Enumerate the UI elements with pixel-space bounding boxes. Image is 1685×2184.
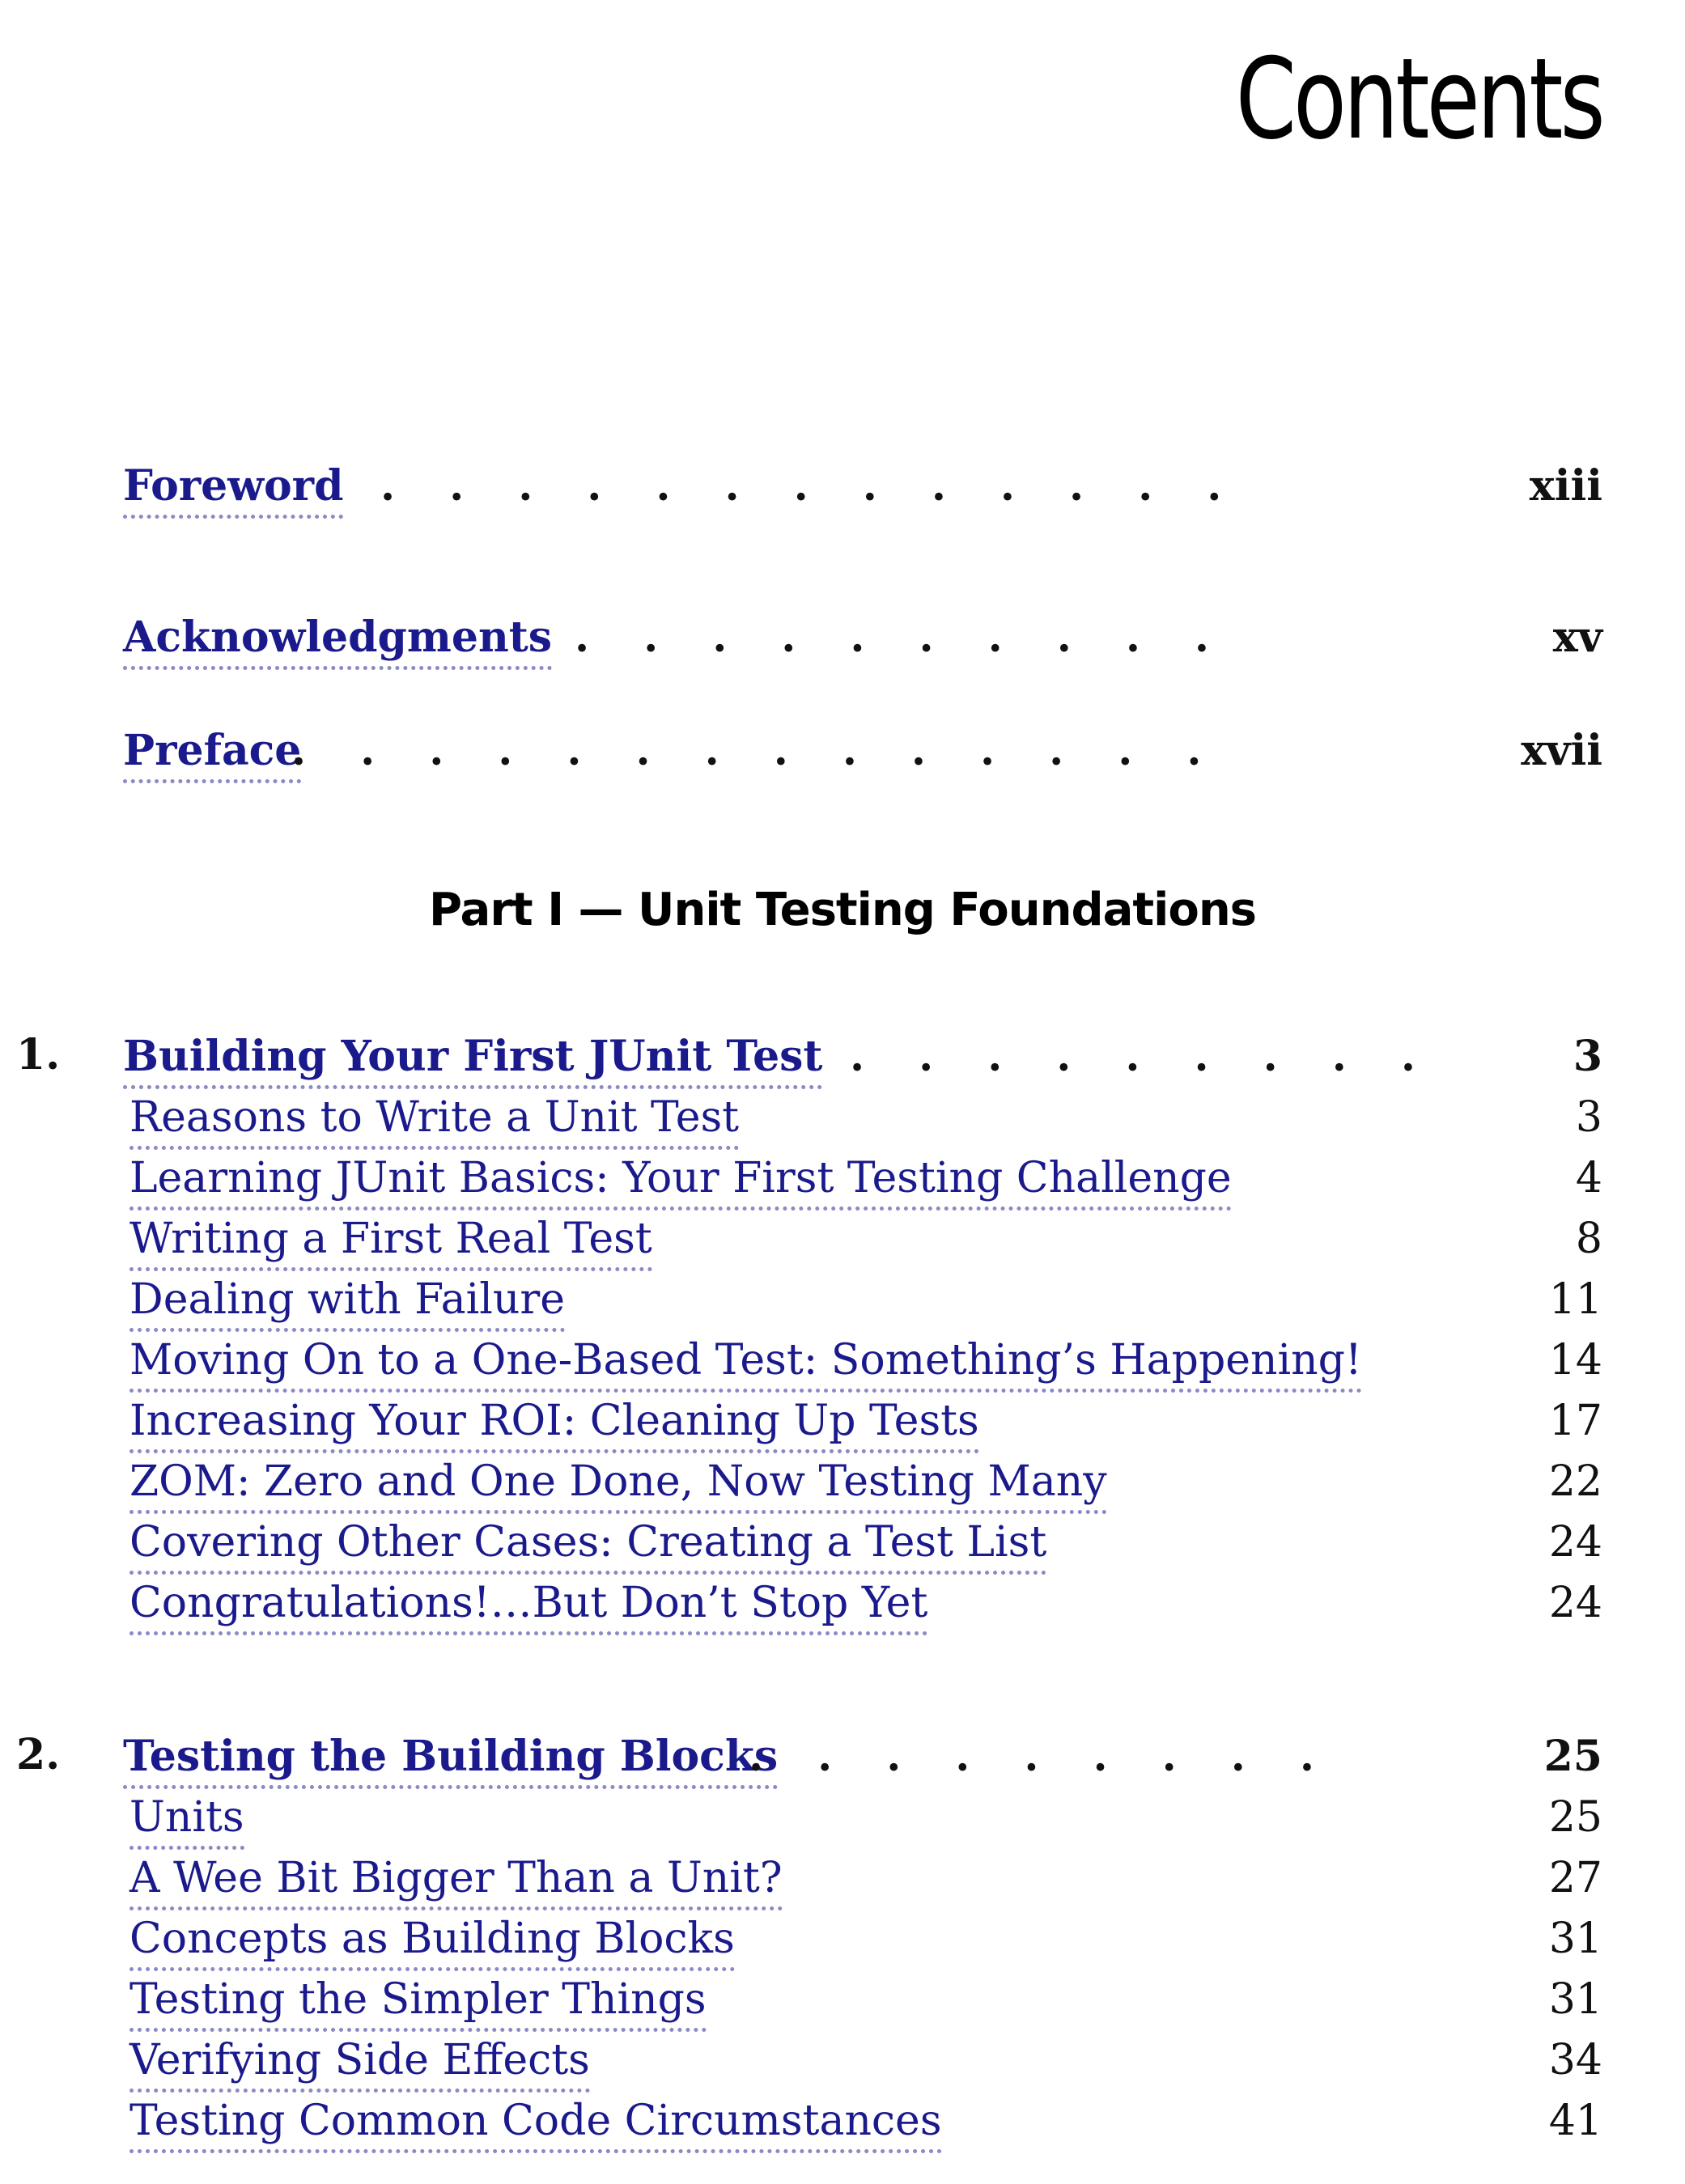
- toc-link-section[interactable]: Learning JUnit Basics: Your First Testing Challenge: [129, 1151, 1232, 1211]
- toc-link-section[interactable]: Covering Other Cases: Creating a Test List: [129, 1516, 1046, 1575]
- toc-link-section[interactable]: A Wee Bit Bigger Than a Unit?: [129, 1851, 783, 1910]
- toc-page-number: 8: [1575, 1215, 1602, 1263]
- toc-link-section[interactable]: Reasons to Write a Unit Test: [129, 1091, 739, 1150]
- dot-leader: .........: [749, 1732, 1369, 1781]
- toc-page-number: 27: [1548, 1854, 1602, 1902]
- page-title: Contents: [1236, 34, 1602, 164]
- toc-link-section[interactable]: Dealing with Failure: [129, 1273, 565, 1332]
- toc-page-number: 25: [1543, 1732, 1602, 1781]
- dot-leader: .........: [850, 1032, 1470, 1081]
- toc-section: [0, 1912, 1685, 1970]
- toc-page-number: 17: [1548, 1397, 1602, 1445]
- toc-section: [0, 1973, 1685, 2031]
- toc-section: [0, 1151, 1685, 1210]
- toc-page-number: 24: [1548, 1579, 1602, 1627]
- chapter-number: 2.: [16, 1730, 61, 1779]
- toc-page-number: xv: [1552, 613, 1602, 662]
- toc-link-section[interactable]: Testing the Simpler Things: [129, 1973, 707, 2032]
- toc-section: [0, 2094, 1685, 2152]
- toc-link-section[interactable]: Testing Common Code Circumstances: [129, 2094, 942, 2153]
- toc-link-section[interactable]: ZOM: Zero and One Done, Now Testing Many: [129, 1455, 1107, 1514]
- toc-section: [0, 1576, 1685, 1635]
- toc-section: [0, 1091, 1685, 1149]
- toc-section: [0, 1851, 1685, 1910]
- toc-link-foreword[interactable]: Foreword: [123, 460, 343, 519]
- toc-page-number: 11: [1548, 1275, 1602, 1324]
- toc-page-number: 3: [1575, 1093, 1602, 1142]
- toc-link-section[interactable]: Increasing Your ROI: Cleaning Up Tests: [129, 1394, 979, 1453]
- toc-entry-chapter-2: [0, 1730, 1685, 1788]
- toc-link-section[interactable]: Concepts as Building Blocks: [129, 1912, 735, 1971]
- toc-section: [0, 1791, 1685, 1849]
- toc-link-chapter-2[interactable]: Testing the Building Blocks: [123, 1730, 778, 1789]
- toc-link-section[interactable]: Moving On to a One-Based Test: Something’s Happening!: [129, 1334, 1362, 1393]
- toc-link-acknowledgments[interactable]: Acknowledgments: [123, 611, 552, 670]
- toc-link-section[interactable]: Congratulations!…But Don’t Stop Yet: [129, 1576, 927, 1635]
- toc-link-section[interactable]: Verifying Side Effects: [129, 2033, 590, 2093]
- toc-entry-foreword: [0, 460, 1685, 518]
- toc-page-number: 34: [1548, 2036, 1602, 2084]
- chapter-number: 1.: [16, 1030, 61, 1079]
- dot-leader: ..............: [291, 726, 1256, 775]
- toc-section: [0, 1212, 1685, 1270]
- toc-page-number: 41: [1548, 2097, 1602, 2145]
- dot-leader: ..........: [575, 613, 1264, 662]
- dot-leader: .............: [380, 461, 1276, 511]
- toc-section: [0, 1394, 1685, 1452]
- toc-page-number: xvii: [1521, 726, 1602, 775]
- toc-link-section[interactable]: Units: [129, 1791, 244, 1850]
- toc-page-number: 22: [1548, 1457, 1602, 1506]
- toc-section: [0, 1516, 1685, 1574]
- toc-section: [0, 2033, 1685, 2092]
- toc-link-chapter-1[interactable]: Building Your First JUnit Test: [123, 1030, 822, 1089]
- toc-page-number: 14: [1548, 1336, 1602, 1385]
- toc-page-number: 31: [1548, 1915, 1602, 1963]
- toc-link-preface[interactable]: Preface: [123, 724, 301, 783]
- toc-page-number: xiii: [1529, 461, 1602, 511]
- toc-page-number: 3: [1573, 1032, 1602, 1081]
- toc-page-number: 4: [1575, 1154, 1602, 1202]
- toc-page-number: 24: [1548, 1518, 1602, 1567]
- toc-section: [0, 1334, 1685, 1392]
- part-heading: Part I — Unit Testing Foundations: [428, 884, 1257, 936]
- toc-entry-preface: [0, 724, 1685, 782]
- toc-section: [0, 1273, 1685, 1331]
- toc-page-number: 31: [1548, 1975, 1602, 2024]
- toc-link-section[interactable]: Writing a First Real Test: [129, 1212, 652, 1271]
- toc-section: [0, 1455, 1685, 1513]
- toc-entry-chapter-1: [0, 1030, 1685, 1088]
- toc-entry-acknowledgments: [0, 611, 1685, 669]
- toc-page-number: 25: [1548, 1793, 1602, 1842]
